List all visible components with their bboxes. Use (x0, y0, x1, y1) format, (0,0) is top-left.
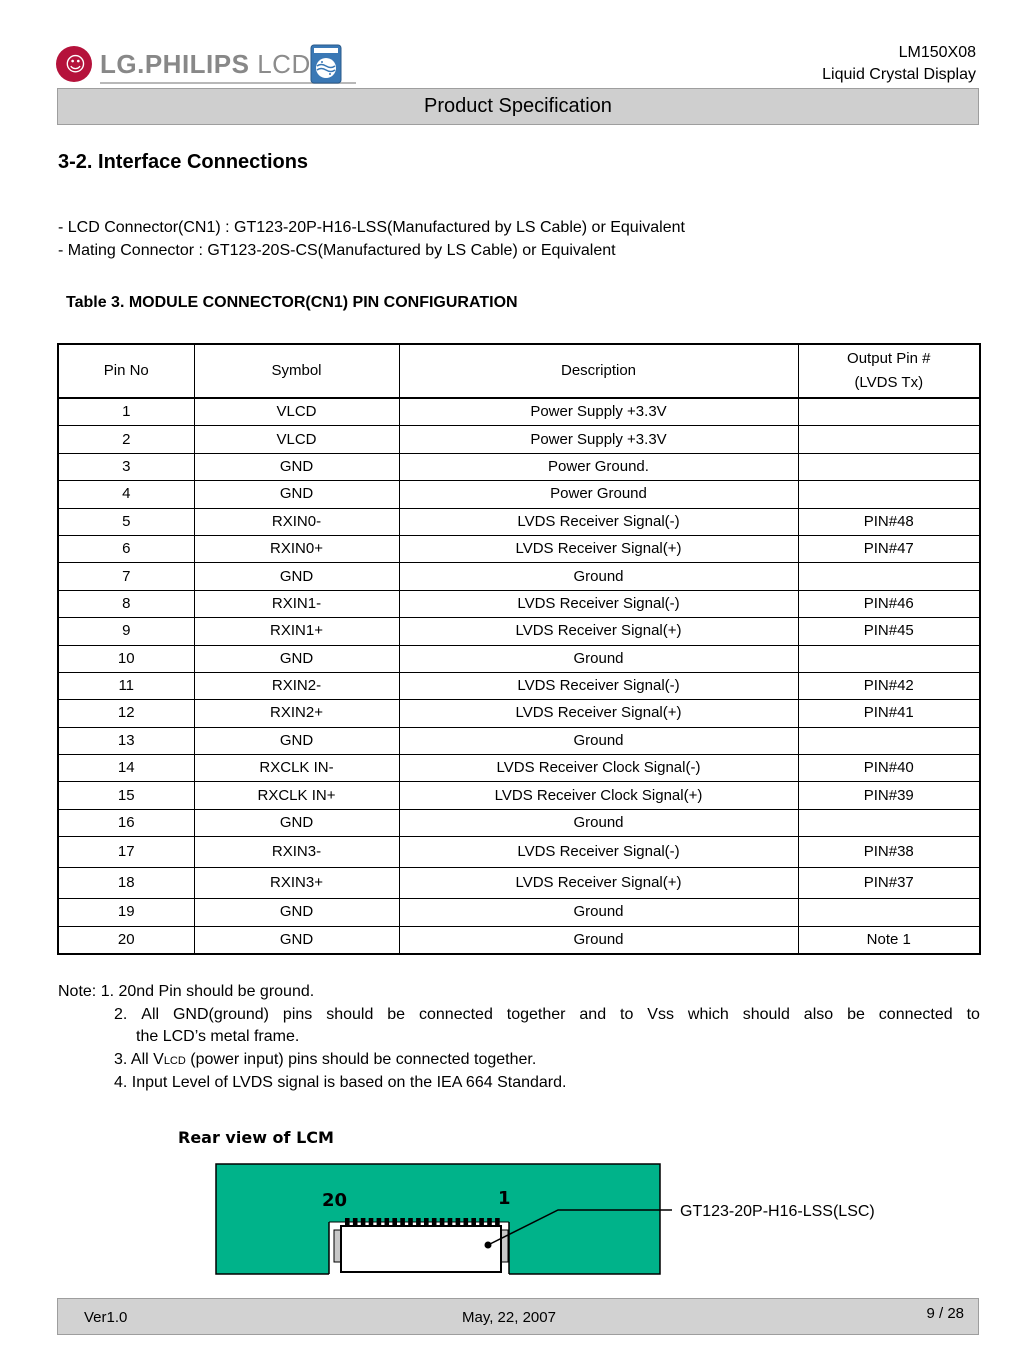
table-row (58, 672, 980, 699)
note-2-word: be (387, 1005, 406, 1023)
cell-description: LVDS Receiver Signal(-) (399, 508, 798, 535)
cell-description: Ground (399, 926, 798, 954)
note-2-word: together (506, 1005, 566, 1023)
note-4: 4. Input Level of LVDS signal is based on the IEA 664 Standard. (114, 1074, 567, 1091)
cell-symbol: RXIN0+ (194, 535, 399, 562)
cell-pin-no: 6 (58, 535, 194, 562)
cell-symbol: GND (194, 645, 399, 672)
connector-pin (495, 1218, 500, 1227)
cell-pin-no: 13 (58, 727, 194, 754)
note-2-word: All (141, 1005, 160, 1023)
cell-output-pin (798, 481, 980, 508)
header-description: Description (399, 344, 798, 398)
cell-symbol: RXIN2- (194, 672, 399, 699)
cell-output-pin: PIN#46 (798, 590, 980, 617)
cell-pin-no: 4 (58, 481, 194, 508)
pin-label-20: 20 (322, 1190, 348, 1211)
note-2-word: and (579, 1005, 607, 1023)
cell-pin-no: 7 (58, 563, 194, 590)
cell-pin-no: 10 (58, 645, 194, 672)
header-output-line2: (LVDS Tx) (854, 374, 924, 391)
cell-description: Power Supply +3.3V (399, 398, 798, 426)
cell-symbol: RXCLK IN- (194, 755, 399, 782)
table-row (58, 453, 980, 480)
cell-output-pin (798, 899, 980, 926)
header-output-line1: Output Pin # (847, 350, 931, 367)
cell-pin-no: 14 (58, 755, 194, 782)
note-2-word: connected (419, 1005, 493, 1023)
cell-description: Ground (399, 645, 798, 672)
connector-specs (58, 216, 685, 262)
pin-label-1: 1 (498, 1188, 511, 1209)
cell-pin-no: 16 (58, 809, 194, 836)
cell-pin-no: 8 (58, 590, 194, 617)
cell-pin-no: 12 (58, 700, 194, 727)
rear-view-title: Rear view of LCM (178, 1128, 334, 1147)
cell-symbol: RXIN1+ (194, 618, 399, 645)
cell-description: Power Ground. (399, 453, 798, 480)
cell-description: Power Supply +3.3V (399, 426, 798, 453)
doc-title-bar (57, 88, 979, 125)
cell-pin-no: 3 (58, 453, 194, 480)
cell-description: LVDS Receiver Clock Signal(+) (399, 782, 798, 809)
connector-pin (400, 1218, 405, 1227)
cell-output-pin (798, 426, 980, 453)
cell-pin-no: 1 (58, 398, 194, 426)
table-row (58, 809, 980, 836)
table-row (58, 868, 980, 899)
cell-pin-no: 5 (58, 508, 194, 535)
company-logo (56, 44, 346, 86)
cell-description: LVDS Receiver Signal(-) (399, 672, 798, 699)
footer-page-number: 9 / 28 (926, 1305, 964, 1322)
cell-pin-no: 18 (58, 868, 194, 899)
connector-pin (432, 1218, 437, 1227)
table-row (58, 426, 980, 453)
note-2-word: 2. (114, 1005, 128, 1023)
cell-pin-no: 20 (58, 926, 194, 954)
cell-output-pin (798, 809, 980, 836)
cell-output-pin (798, 645, 980, 672)
note-3-pre: 3. All V (114, 1050, 164, 1068)
mating-connector-line: - Mating Connector : GT123-20S-CS(Manufactured by LS Cable) or Equivalent (58, 242, 616, 259)
note-2-word: be (847, 1005, 865, 1023)
connector-pin (479, 1218, 484, 1227)
section-title: 3-2. Interface Connections (58, 151, 309, 173)
logo-suffix: LCD (257, 49, 311, 79)
cell-output-pin: PIN#38 (798, 837, 980, 868)
cell-pin-no: 17 (58, 837, 194, 868)
table-row (58, 700, 980, 727)
header-pin-no: Pin No (58, 344, 194, 398)
note-3-post: (power input) pins should be connected together. (185, 1050, 537, 1068)
connector-part-label: GT123-20P-H16-LSS(LSC) (680, 1203, 875, 1220)
connector-pin (369, 1218, 374, 1227)
table-row (58, 926, 980, 954)
cell-description: LVDS Receiver Signal(+) (399, 535, 798, 562)
cell-description: Ground (399, 899, 798, 926)
lg-face-icon (56, 46, 92, 82)
cell-symbol: GND (194, 926, 399, 954)
table-row (58, 727, 980, 754)
cell-description: Power Ground (399, 481, 798, 508)
cell-output-pin: PIN#40 (798, 755, 980, 782)
cell-description: Ground (399, 563, 798, 590)
connector-pin (361, 1218, 366, 1227)
philips-shield-icon (310, 44, 342, 84)
cell-output-pin: PIN#42 (798, 672, 980, 699)
note-2-word: GND(ground) (172, 1005, 269, 1023)
connector-pin (440, 1218, 445, 1227)
cell-symbol: GND (194, 563, 399, 590)
connector-pin (377, 1218, 382, 1227)
table-row (58, 645, 980, 672)
cell-symbol: GND (194, 899, 399, 926)
page-footer (57, 1298, 979, 1335)
table-row (58, 398, 980, 426)
doc-title: Product Specification (424, 95, 612, 117)
pin-configuration-table (57, 343, 981, 955)
cell-output-pin (798, 727, 980, 754)
cell-pin-no: 19 (58, 899, 194, 926)
connector-body (341, 1226, 501, 1272)
footer-date: May, 22, 2007 (462, 1309, 556, 1326)
note-2 (58, 1004, 980, 1027)
cell-description: LVDS Receiver Signal(+) (399, 618, 798, 645)
cell-symbol: RXCLK IN+ (194, 782, 399, 809)
table-caption: Table 3. MODULE CONNECTOR(CN1) PIN CONFIGURATION (66, 294, 518, 311)
logo-wordmark (100, 50, 311, 78)
note-3-sub: LCD (163, 1054, 186, 1067)
header-right (822, 42, 976, 86)
note-2-word: Vss (647, 1005, 674, 1023)
cell-pin-no: 15 (58, 782, 194, 809)
table-row (58, 590, 980, 617)
cell-symbol: GND (194, 809, 399, 836)
cell-symbol: RXIN3+ (194, 868, 399, 899)
cell-symbol: RXIN1- (194, 590, 399, 617)
lg-face-glyph: ☺ (65, 52, 86, 76)
cell-description: LVDS Receiver Signal(-) (399, 837, 798, 868)
connector-pin (345, 1218, 350, 1227)
table-row (58, 899, 980, 926)
cell-pin-no: 2 (58, 426, 194, 453)
cell-symbol: GND (194, 481, 399, 508)
table-body (58, 398, 980, 954)
header-symbol: Symbol (194, 344, 399, 398)
cell-description: LVDS Receiver Signal(+) (399, 868, 798, 899)
table-row (58, 755, 980, 782)
note-2-continued: the LCD’s metal frame. (136, 1028, 300, 1045)
table-row (58, 782, 980, 809)
connector-pin (448, 1218, 453, 1227)
connector-pin (385, 1218, 390, 1227)
logo-text: LG.PHILIPS (100, 49, 250, 79)
connector-pin (353, 1218, 358, 1227)
cell-output-pin: PIN#39 (798, 782, 980, 809)
note-1: Note: 1. 20nd Pin should be ground. (58, 983, 315, 1000)
table-header-row (58, 344, 980, 398)
cell-symbol: RXIN0- (194, 508, 399, 535)
cell-symbol: RXIN2+ (194, 700, 399, 727)
note-2-word: connected (878, 1005, 953, 1023)
cell-description: Ground (399, 727, 798, 754)
note-2-word: to (966, 1005, 980, 1023)
notes-block (58, 981, 980, 1095)
connector-pin (456, 1218, 461, 1227)
table-row (58, 837, 980, 868)
cell-symbol: GND (194, 453, 399, 480)
note-2-word: should (326, 1005, 374, 1023)
connector-pin (464, 1218, 469, 1227)
cell-output-pin (798, 563, 980, 590)
table-row (58, 535, 980, 562)
note-2-word: also (803, 1005, 834, 1023)
cell-pin-no: 11 (58, 672, 194, 699)
header-output-pin (798, 344, 980, 398)
model-number: LM150X08 (898, 44, 976, 61)
cell-description: LVDS Receiver Signal(-) (399, 590, 798, 617)
product-type: Liquid Crystal Display (822, 66, 976, 83)
note-2-word: to (620, 1005, 634, 1023)
cell-output-pin: Note 1 (798, 926, 980, 954)
note-2-word: pins (282, 1005, 313, 1023)
note-3 (58, 1049, 980, 1073)
cell-symbol: RXIN3- (194, 837, 399, 868)
connector-pin (471, 1218, 476, 1227)
connector-pin (487, 1218, 492, 1227)
cell-symbol: GND (194, 727, 399, 754)
cell-pin-no: 9 (58, 618, 194, 645)
cell-output-pin: PIN#45 (798, 618, 980, 645)
table-row (58, 563, 980, 590)
note-2-word: which (687, 1005, 729, 1023)
cell-output-pin: PIN#41 (798, 700, 980, 727)
cell-description: LVDS Receiver Clock Signal(-) (399, 755, 798, 782)
cell-output-pin: PIN#48 (798, 508, 980, 535)
connector-pin (416, 1218, 421, 1227)
table-row (58, 481, 980, 508)
table-row (58, 618, 980, 645)
cell-output-pin: PIN#47 (798, 535, 980, 562)
cell-output-pin: PIN#37 (798, 868, 980, 899)
connector-pin (424, 1218, 429, 1227)
cell-description: Ground (399, 809, 798, 836)
cell-description: LVDS Receiver Signal(+) (399, 700, 798, 727)
cell-symbol: VLCD (194, 426, 399, 453)
connector-pin (408, 1218, 413, 1227)
note-2-word: should (742, 1005, 790, 1023)
table-row (58, 508, 980, 535)
connector-pin (392, 1218, 397, 1227)
footer-version: Ver1.0 (84, 1309, 128, 1326)
cell-symbol: VLCD (194, 398, 399, 426)
cell-output-pin (798, 453, 980, 480)
cell-output-pin (798, 398, 980, 426)
lcd-connector-line: - LCD Connector(CN1) : GT123-20P-H16-LSS(Manufactured by LS Cable) or Equivalent (58, 219, 685, 236)
